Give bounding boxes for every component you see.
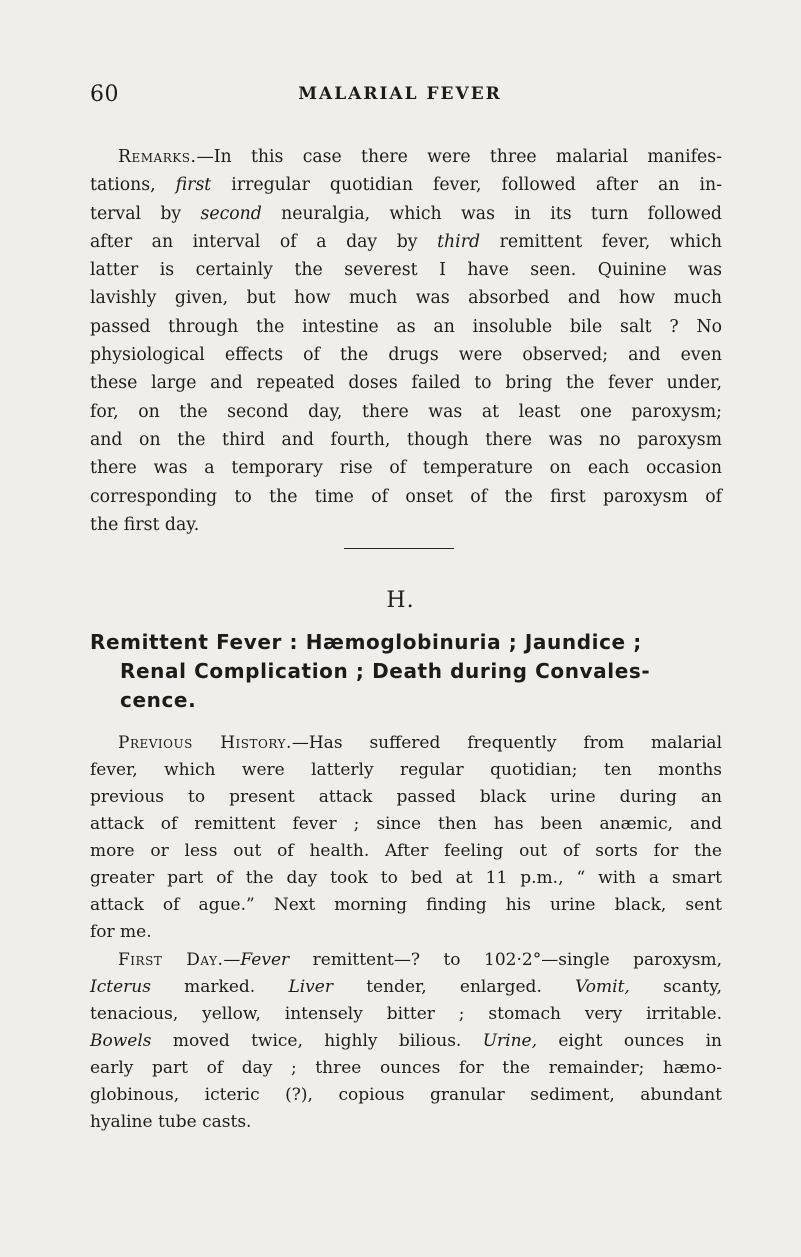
- previous-history-paragraph: [90, 730, 722, 946]
- section-letter: H.: [386, 588, 415, 613]
- text-line: after an interval of a day by third remittent fever, which: [90, 231, 722, 252]
- page-number: 60: [90, 82, 119, 107]
- text-line: for me.: [90, 922, 152, 942]
- text-line: early part of day ; three ounces for the remainder; hæmo-: [90, 1058, 722, 1078]
- term-fever: Fever: [240, 950, 290, 970]
- text-line: passed through the intestine as an insoluble bile salt ? No: [90, 316, 722, 337]
- remarks-paragraph: [90, 143, 722, 539]
- emphasis-third: third: [437, 231, 481, 252]
- text-line: terval by second neuralgia, which was in its turn followed: [90, 203, 722, 224]
- text-line: lavishly given, but how much was absorbed and how much: [90, 288, 722, 309]
- running-head: [90, 82, 710, 112]
- text-line: physiological effects of the drugs were observed; and even: [90, 345, 722, 366]
- text-line: Previous History.—Has suffered frequently from malarial: [118, 733, 723, 753]
- running-title: MALARIAL FEVER: [298, 84, 502, 104]
- section-divider: [344, 548, 454, 549]
- first-day-paragraph: [90, 947, 722, 1136]
- text-line: more or less out of health. After feeling out of sorts for the: [90, 841, 722, 861]
- text-line: fever, which were latterly regular quotidian; ten months: [90, 760, 722, 780]
- text-line: for, on the second day, there was at least one paroxysm;: [90, 401, 722, 422]
- text-line: these large and repeated doses failed to bring the fever under,: [90, 373, 722, 394]
- text-line: Remarks.—In this case there were three malarial manifes-: [118, 147, 722, 167]
- emphasis-first: first: [175, 175, 212, 196]
- case-title: [90, 628, 722, 715]
- text-line: there was a temporary rise of temperature on each occasion: [90, 458, 722, 479]
- case-title-line: cence.: [120, 688, 197, 712]
- text-line: attack of ague.” Next morning finding his urine black, sent: [90, 895, 722, 915]
- emphasis-second: second: [200, 203, 262, 224]
- text-line: globinous, icteric (?), copious granular sediment, abundant: [90, 1085, 722, 1105]
- first-day-lead: First Day.: [118, 950, 224, 970]
- text-line: First Day.—Fever remittent—? to 102·2°—single paroxysm,: [118, 950, 722, 970]
- term-vomit: Vomit,: [575, 977, 630, 997]
- case-title-line: Renal Complication ; Death during Convales-: [120, 659, 651, 683]
- text-line: the first day.: [90, 514, 200, 535]
- case-title-line: Remittent Fever : Hæmoglobinuria ; Jaundice ;: [90, 630, 642, 654]
- text-line: tenacious, yellow, intensely bitter ; stomach very irritable.: [90, 1004, 722, 1024]
- text-line: and on the third and fourth, though there was no paroxysm: [90, 429, 722, 450]
- term-liver: Liver: [288, 977, 333, 997]
- text-line: greater part of the day took to bed at 11 p.m., “ with a smart: [90, 868, 722, 888]
- term-icterus: Icterus: [90, 977, 151, 997]
- text-line: tations, first irregular quotidian fever, followed after an in-: [90, 175, 722, 196]
- remarks-lead: Remarks.: [118, 147, 197, 167]
- text-line: corresponding to the time of onset of the first paroxysm of: [90, 486, 722, 507]
- text-line: Icterus marked. Liver tender, enlarged. Vomit, scanty,: [90, 977, 722, 997]
- term-urine: Urine,: [482, 1031, 537, 1051]
- text-line: latter is certainly the severest I have seen. Quinine was: [90, 260, 722, 281]
- previous-history-lead: Previous History.: [118, 733, 292, 753]
- text-line: previous to present attack passed black urine during an: [90, 787, 722, 807]
- term-bowels: Bowels: [90, 1031, 152, 1051]
- text-line: attack of remittent fever ; since then has been anæmic, and: [90, 814, 722, 834]
- text-line: Bowels moved twice, highly bilious. Urine, eight ounces in: [90, 1031, 722, 1051]
- text-line: hyaline tube casts.: [90, 1112, 252, 1132]
